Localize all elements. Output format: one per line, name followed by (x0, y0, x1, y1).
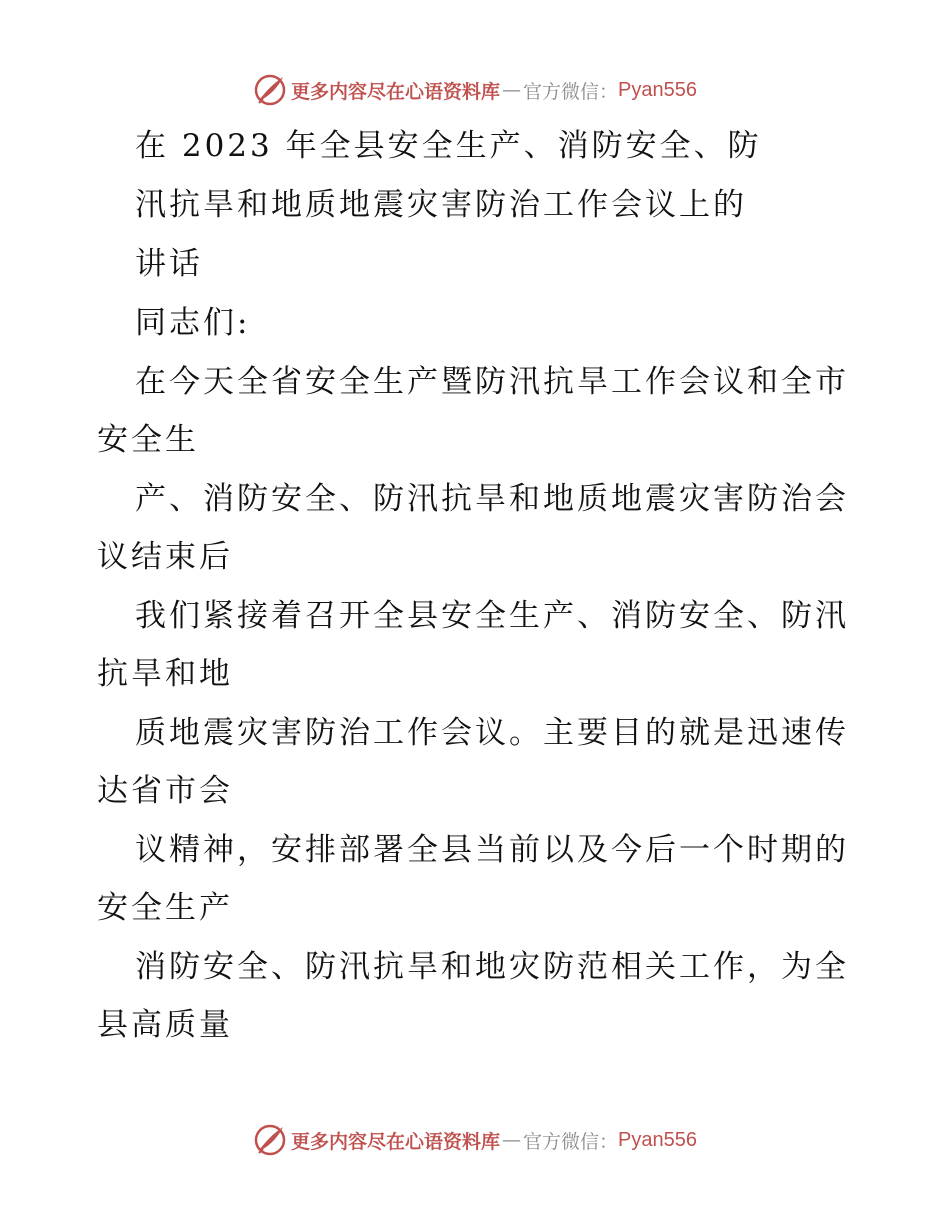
watermark-dash: — (502, 1129, 522, 1151)
body-line: 安全生 (97, 422, 199, 458)
title-line-3: 讲话 (135, 246, 203, 282)
quill-pen-logo-icon (253, 73, 287, 107)
body-line: 议精神，安排部署全县当前以及今后一个时期的 (135, 832, 849, 868)
body-line: 消防安全、防汛抗旱和地灾防范相关工作，为全 (135, 949, 849, 985)
body-line: 议结束后 (97, 539, 233, 575)
watermark-dash: — (502, 79, 522, 101)
body-line: 安全生产 (97, 890, 233, 926)
salutation: 同志们: (135, 305, 251, 341)
watermark-label: 官方微信： (523, 80, 619, 103)
watermark-wechat-id: Pyan556 (618, 78, 697, 101)
title-line-1: 在 2023 年全县安全生产、消防安全、防 (135, 128, 762, 164)
title-line-2: 汛抗旱和地质地震灾害防治工作会议上的 (135, 187, 747, 223)
footer-watermark (0, 1120, 950, 1160)
header-watermark (0, 70, 950, 110)
body-line: 产、消防安全、防汛抗旱和地质地震灾害防治会 (135, 481, 849, 517)
watermark-wechat-id: Pyan556 (618, 1128, 697, 1151)
watermark-brand: 更多内容尽在心语资料库 (291, 80, 501, 103)
watermark-label: 官方微信： (523, 1130, 619, 1153)
body-line: 质地震灾害防治工作会议。主要目的就是迅速传 (135, 715, 849, 751)
body-line: 抗旱和地 (97, 656, 233, 692)
watermark-brand: 更多内容尽在心语资料库 (291, 1130, 501, 1153)
body-line: 县高质量 (97, 1007, 233, 1043)
body-line: 达省市会 (97, 773, 233, 809)
quill-pen-logo-icon (253, 1123, 287, 1157)
body-line: 我们紧接着召开全县安全生产、消防安全、防汛 (135, 598, 849, 634)
body-line: 在今天全省安全生产暨防汛抗旱工作会议和全市 (135, 364, 849, 400)
